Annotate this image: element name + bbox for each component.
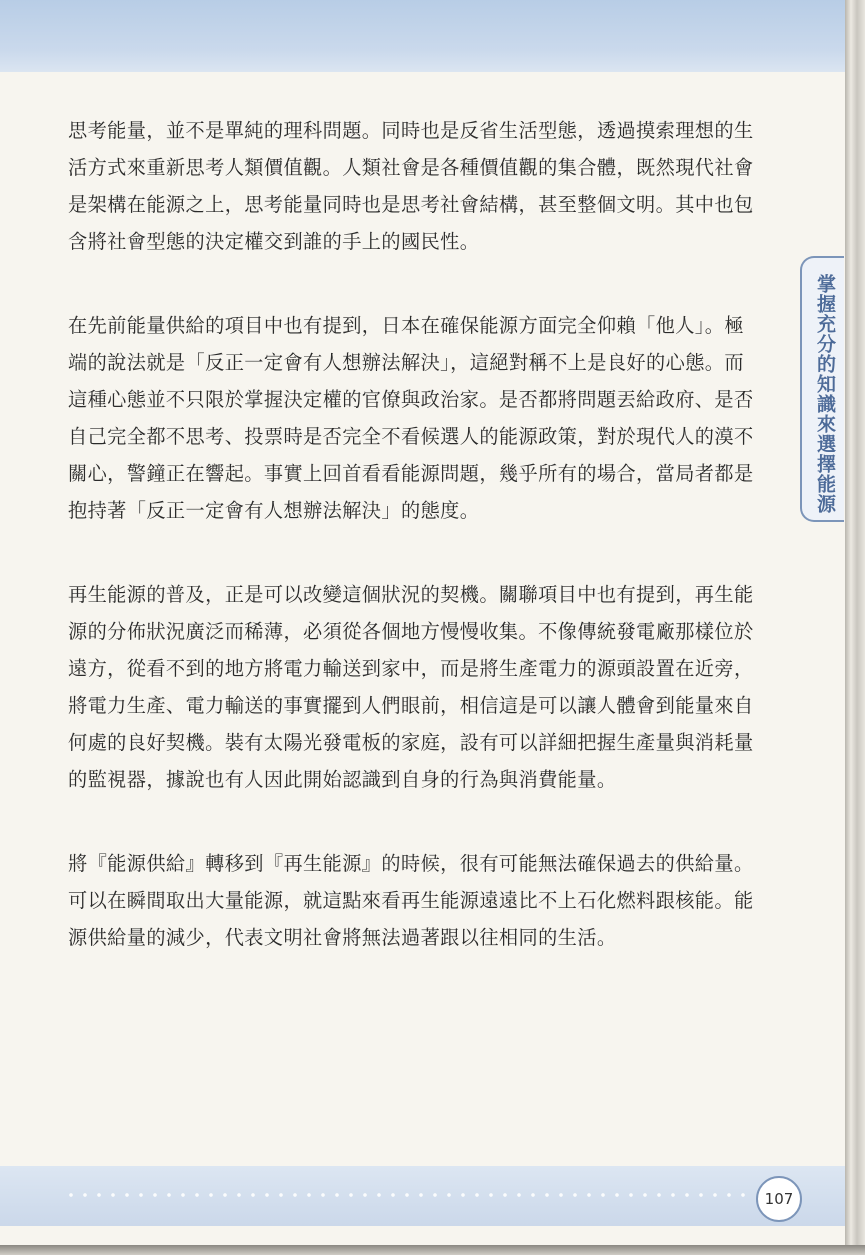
footer-dot-pattern	[64, 1192, 754, 1198]
header-band	[0, 0, 845, 72]
body-text	[68, 112, 758, 956]
paragraph-2: 在先前能量供給的項目中也有提到，日本在確保能源方面完全仰賴「他人」。極端的說法就是「反正一定會有人想辦法解決」，這絕對稱不上是良好的心態。而這種心態並不只限於掌握決定權的官僚與政治家。是否都將問題丟給政府、是否自己完全都不思考、投票時是否完全不看候選人的能源政策，對於現代人的漠不關心，警鐘正在響起。事實上回首看看能源問題，幾乎所有的場合，當局者都是抱持著「反正一定會有人想辦法解決」的態度。	[68, 314, 754, 522]
chapter-side-tab	[800, 256, 844, 522]
paragraph-4: 將『能源供給』轉移到『再生能源』的時候，很有可能無法確保過去的供給量。可以在瞬間取出大量能源，就這點來看再生能源遠遠比不上石化燃料跟核能。能源供給量的減少，代表文明社會將無法過著跟以往相同的生活。	[68, 852, 754, 949]
chapter-side-tab-label: 掌握充分的知識來選擇能源	[814, 274, 836, 514]
paragraph-1: 思考能量，並不是單純的理科問題。同時也是反省生活型態，透過摸索理想的生活方式來重新思考人類價值觀。人類社會是各種價值觀的集合體，既然現代社會是架構在能源之上，思考能量同時也是思考社會結構，甚至整個文明。其中也包含將社會型態的決定權交到誰的手上的國民性。	[68, 119, 754, 253]
page-bottom-shadow	[0, 1245, 865, 1255]
page-edge	[845, 0, 865, 1255]
paragraph-3: 再生能源的普及，正是可以改變這個狀況的契機。關聯項目中也有提到，再生能源的分佈狀況廣泛而稀薄，必須從各個地方慢慢收集。不像傳統發電廠那樣位於遠方，從看不到的地方將電力輸送到家中，而是將生產電力的源頭設置在近旁，將電力生產、電力輸送的事實擺到人們眼前，相信這是可以讓人體會到能量來自何處的良好契機。裝有太陽光發電板的家庭，設有可以詳細把握生產量與消耗量的監視器，據說也有人因此開始認識到自身的行為與消費能量。	[68, 583, 754, 791]
page-number: 107	[756, 1176, 802, 1222]
